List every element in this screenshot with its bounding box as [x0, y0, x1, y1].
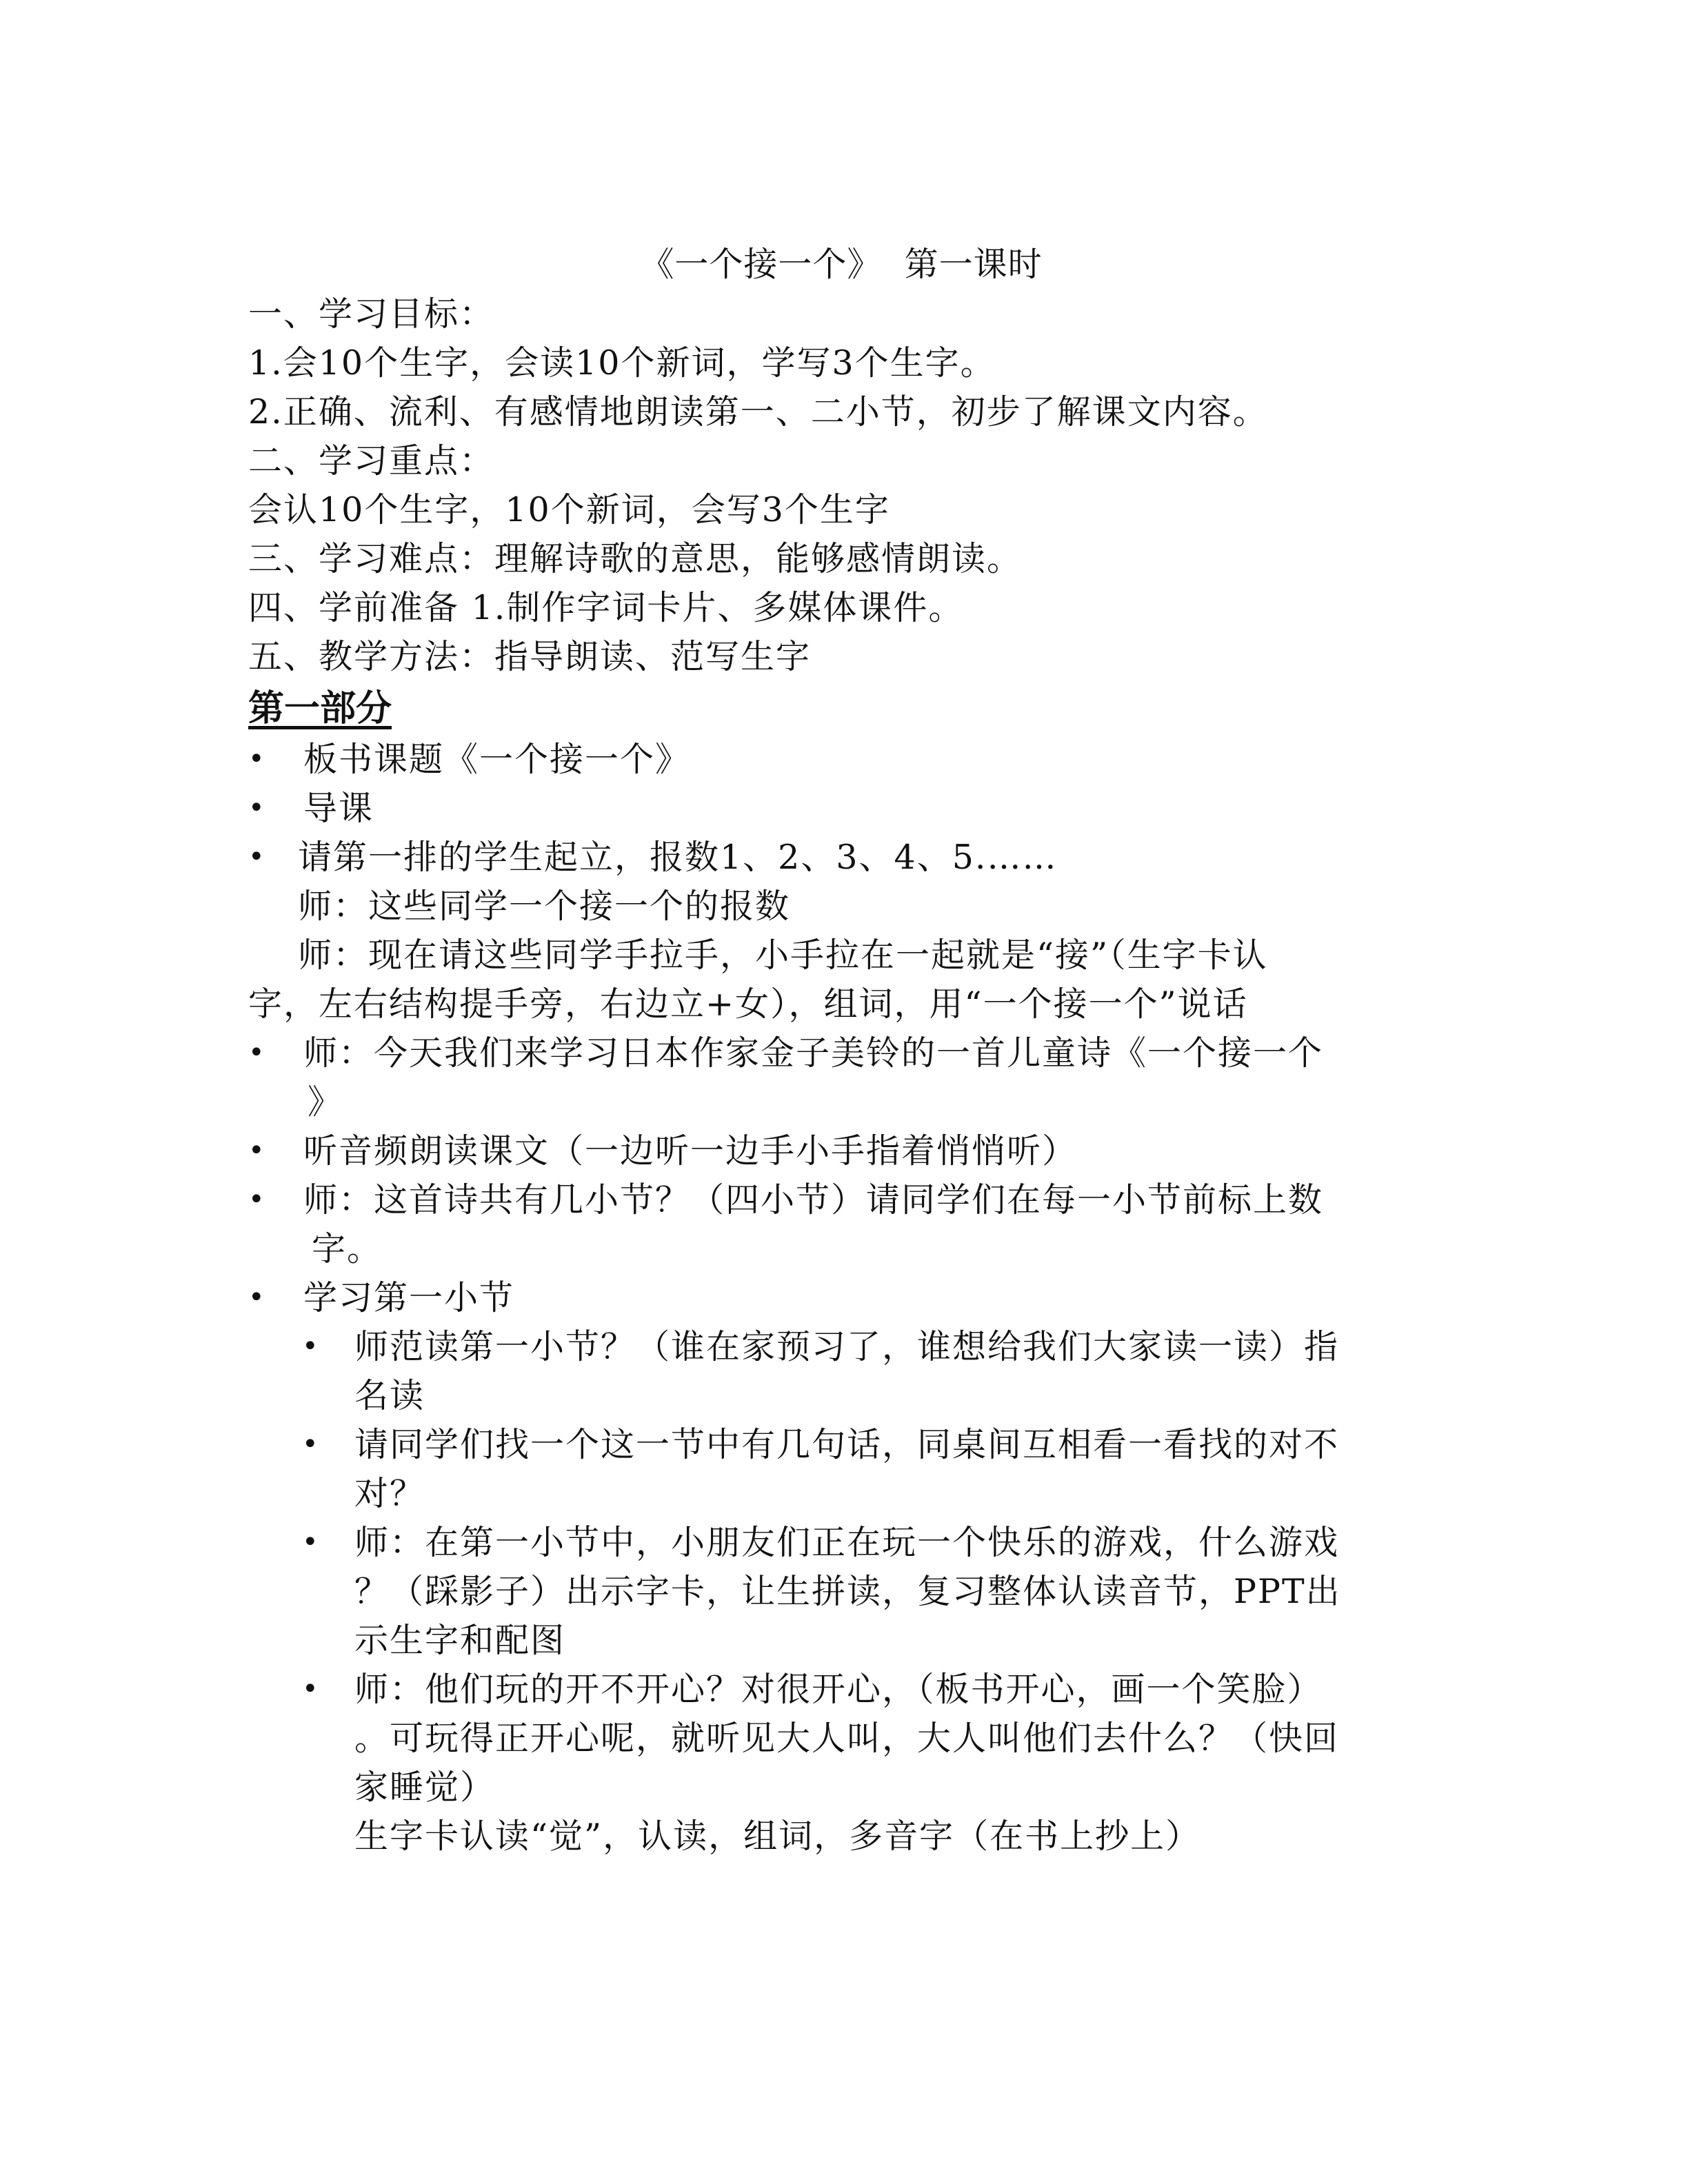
sub-bullet-item: [248, 1518, 1434, 1665]
bullet-text-cont: 师：这些同学一个接一个的报数: [298, 887, 791, 926]
sub-bullet-text: • 请同学们找一个这一节中有几句话，同桌间互相看一看找的对不: [354, 1425, 1340, 1464]
bullet-text: • 学习第一小节: [303, 1278, 515, 1317]
sub-bullet-item: [248, 1322, 1434, 1420]
bullet-text: • 请第一排的学生起立，报数1、2、3、4、5.……: [298, 838, 1058, 877]
paragraph-line: 师：现在请这些同学手拉手，小手拉在一起就是“接”（生字卡认: [298, 936, 1268, 975]
bullet-text-cont: 字。: [312, 1229, 383, 1268]
bullet-text: • 师：今天我们来学习日本作家金子美铃的一首儿童诗《一个接一个: [303, 1033, 1324, 1073]
page-title: 《一个接一个》 第一课时: [640, 245, 1043, 284]
key-points-text: 会认10个生字，10个新词，会写3个生字: [248, 490, 890, 529]
document-page: [248, 240, 1434, 1861]
objective-1: 1.会10个生字，会读10个新词，学写3个生字。: [248, 343, 996, 383]
method-line: 五、教学方法：指导朗读、范写生字: [248, 637, 812, 676]
objectives-heading: 一、学习目标：: [248, 294, 495, 334]
bullet-item: [248, 1175, 1434, 1273]
bullet-item: [248, 1126, 1434, 1175]
bullet-text: • 师：这首诗共有几小节？（四小节）请同学们在每一小节前标上数: [303, 1180, 1324, 1220]
paragraph-line: 字，左右结构提手旁，右边立+女），组词，用“一个接一个”说话: [248, 984, 1248, 1024]
bullet-text-cont: 》: [308, 1082, 343, 1122]
sub-bullet-text: • 师：他们玩的开不开心？对很开心，（板书开心，画一个笑脸）: [354, 1670, 1323, 1709]
sub-bullet-text-cont: 示生字和配图: [354, 1621, 566, 1660]
sub-bullet-text-cont: ？（踩影子）出示字卡，让生拼读，复习整体认读音节，PPT出: [354, 1572, 1341, 1611]
sub-bullet-text-cont: 生字卡认读“觉”，认读，组词，多音字（在书上抄上）: [354, 1817, 1201, 1856]
bullet-item: [248, 784, 1434, 833]
bullet-item: [248, 833, 1434, 931]
sub-bullet-text-cont: 名读: [354, 1376, 425, 1415]
bullet-item: [248, 1029, 1434, 1126]
sub-bullet-item: [248, 1665, 1434, 1861]
sub-bullet-text-cont: 对？: [354, 1474, 425, 1513]
bullet-item: [248, 735, 1434, 784]
bullet-text: • 导课: [303, 789, 374, 828]
bullet-text: • 听音频朗读课文（一边听一边手小手指着悄悄听）: [303, 1131, 1078, 1171]
sub-bullet-item: [248, 1420, 1434, 1518]
key-points-heading: 二、学习重点：: [248, 441, 495, 481]
part1-heading: 第一部分: [248, 688, 392, 729]
sub-bullet-text: • 师：在第一小节中，小朋友们正在玩一个快乐的游戏，什么游戏: [354, 1523, 1340, 1562]
sub-bullet-text-cont: 。可玩得正开心呢，就听见大人叫，大人叫他们去什么？（快回: [354, 1719, 1340, 1758]
bullet-item: [248, 1273, 1434, 1322]
bullet-text: • 板书课题《一个接一个》: [303, 740, 691, 779]
difficulty-line: 三、学习难点：理解诗歌的意思，能够感情朗读。: [248, 539, 1023, 578]
sub-bullet-text: • 师范读第一小节？（谁在家预习了，谁想给我们大家读一读）指: [354, 1327, 1340, 1366]
objective-2: 2.正确、流利、有感情地朗读第一、二小节，初步了解课文内容。: [248, 392, 1268, 432]
preparation-line: 四、学前准备 1.制作字词卡片、多媒体课件。: [248, 588, 964, 627]
sub-bullet-text-cont: 家睡觉）: [354, 1768, 496, 1807]
